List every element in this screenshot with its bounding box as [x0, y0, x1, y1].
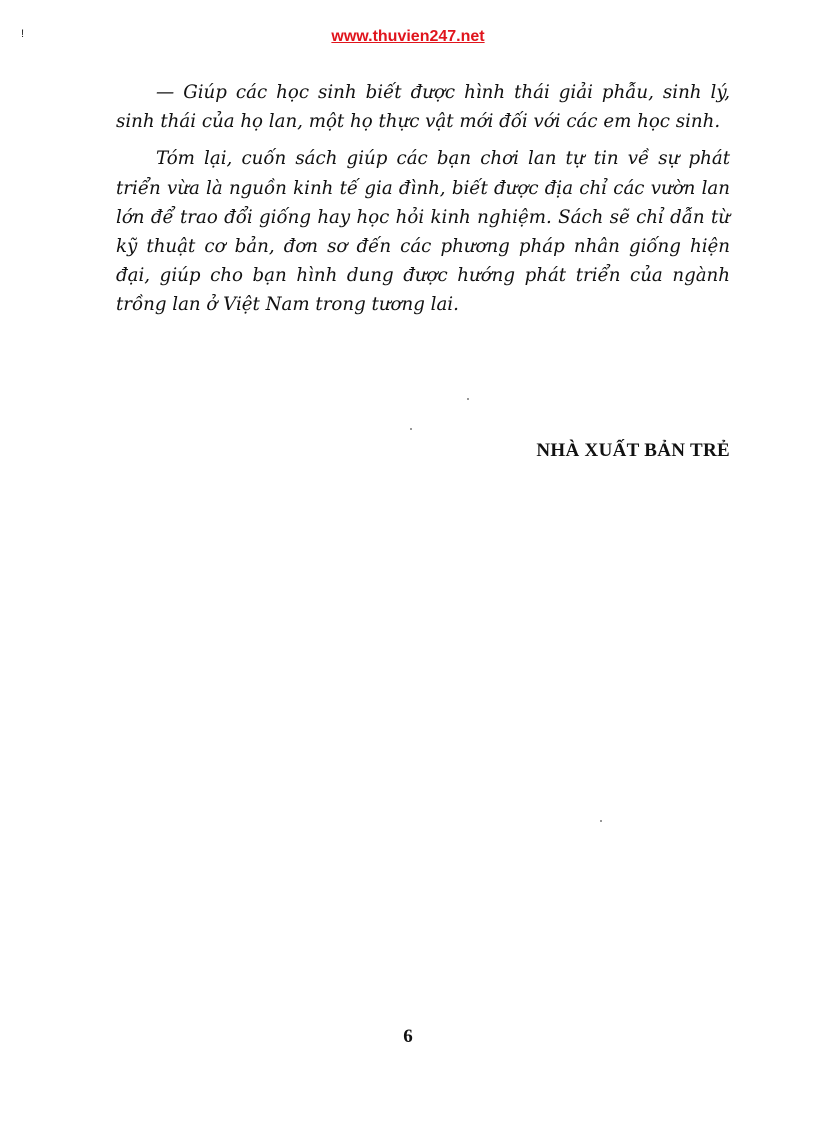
corner-mark: !	[21, 28, 25, 40]
page-number: 6	[403, 1026, 413, 1047]
scan-speck	[600, 820, 602, 822]
scan-speck	[467, 398, 469, 400]
publisher-signature: NHÀ XUẤT BẢN TRẺ	[536, 440, 730, 461]
scan-speck	[410, 428, 412, 430]
paragraph-summary: Tóm lại, cuốn sách giúp các bạn chơi lan tự tin về sự phát triển vừa là nguồn kinh tế gia đình, biết được địa chỉ các vườn lan lớn để trao đổi giống hay học hỏi kinh nghiệm. Sách sẽ chỉ dẫn từ kỹ thuật cơ bản, đơn sơ đến các phương pháp nhân giống hiện đại, giúp cho bạn hình dung được hướng phát triển của ngành trồng lan ở Việt Nam trong tương lai.	[116, 148, 730, 316]
watermark-link[interactable]: www.thuvien247.net	[331, 28, 485, 45]
paragraph-purpose: — Giúp các học sinh biết được hình thái giải phẫu, sinh lý, sinh thái của họ lan, một họ thực vật mới đối với các em học sinh.	[116, 82, 730, 133]
body-text	[116, 78, 730, 320]
